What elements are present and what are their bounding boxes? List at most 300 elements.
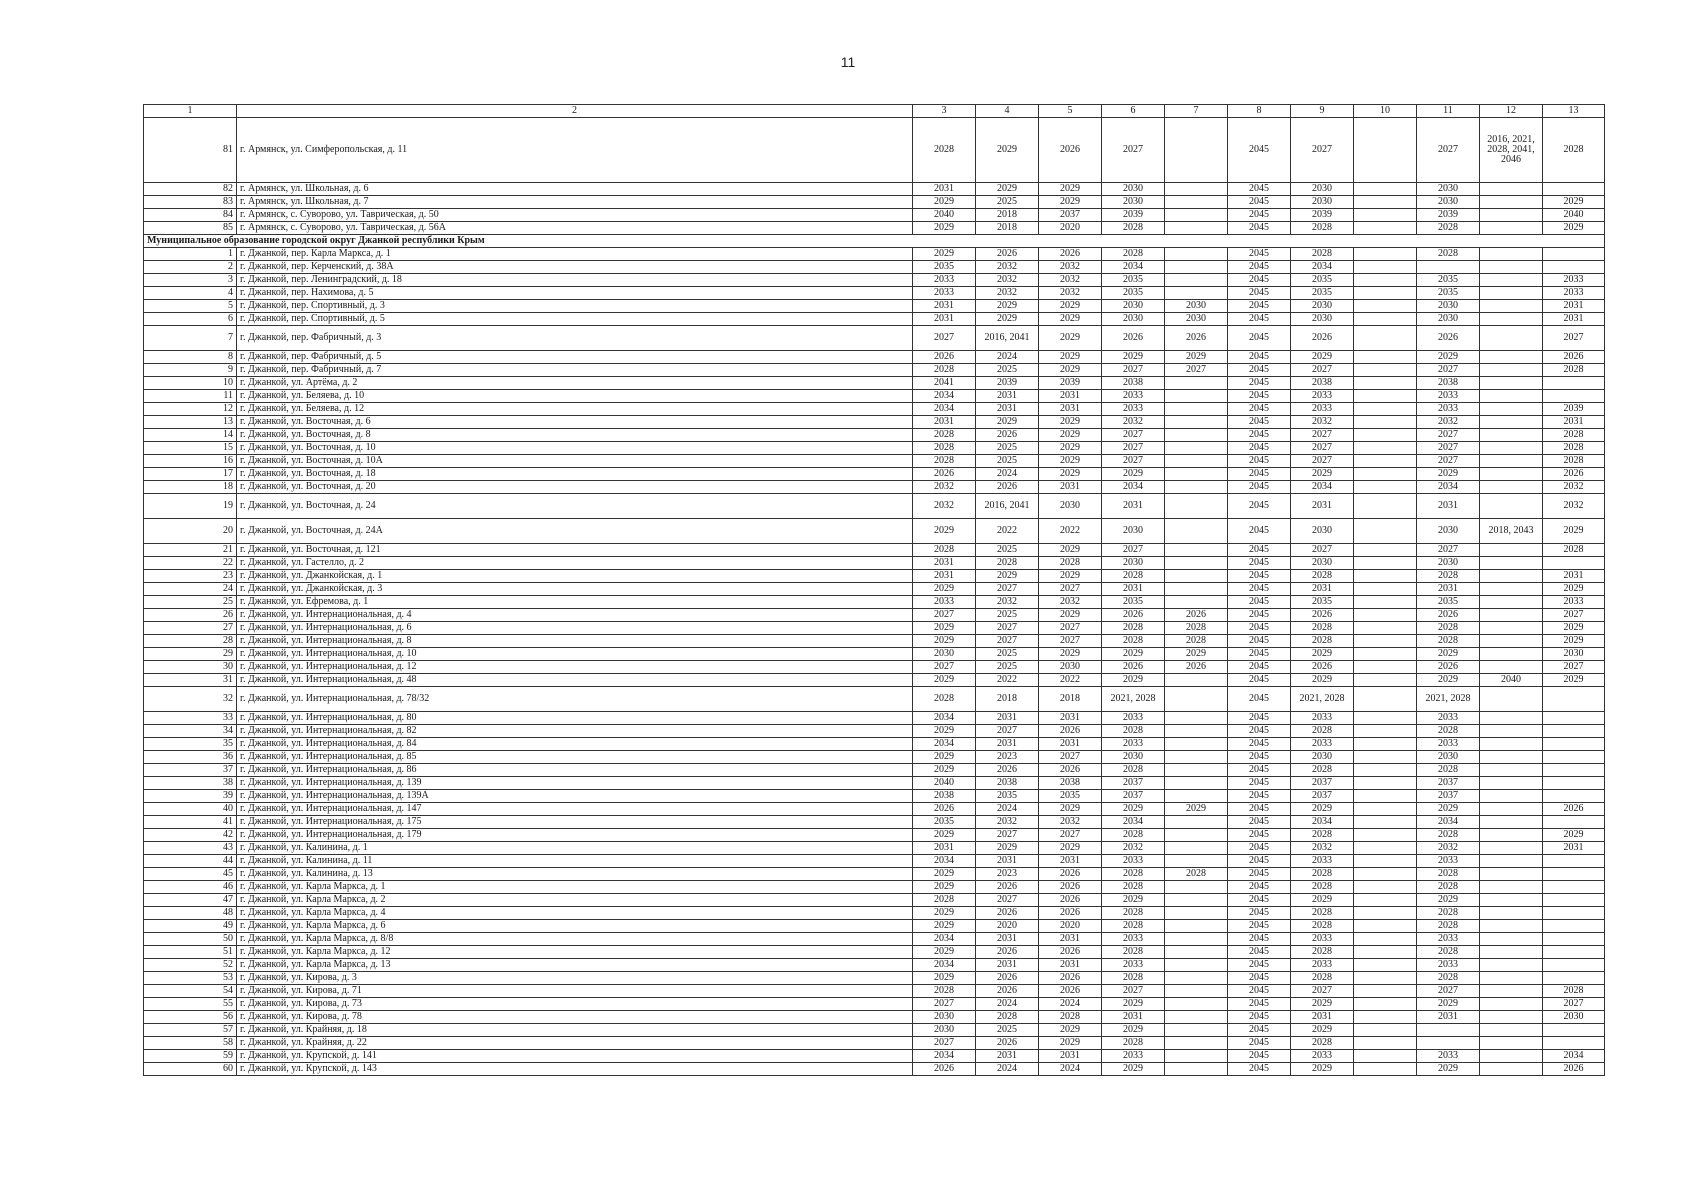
year-cell: 2027 xyxy=(1543,326,1605,351)
table-row xyxy=(144,622,1605,635)
year-cell: 2030 xyxy=(913,1011,976,1024)
year-cell: 2029 xyxy=(913,583,976,596)
year-cell: 2033 xyxy=(1417,390,1480,403)
year-cell xyxy=(1480,738,1543,751)
year-cell: 2028 xyxy=(1102,764,1165,777)
year-cell: 2029 xyxy=(913,635,976,648)
year-cell: 2031 xyxy=(1039,403,1102,416)
year-cell: 2029 xyxy=(976,313,1039,326)
year-cell: 2027 xyxy=(1039,635,1102,648)
year-cell: 2028 xyxy=(1291,881,1354,894)
address-cell: г. Джанкой, ул. Гастелло, д. 2 xyxy=(237,557,913,570)
year-cell: 2040 xyxy=(913,777,976,790)
year-cell xyxy=(1165,403,1228,416)
year-cell xyxy=(1165,390,1228,403)
year-cell: 2028 xyxy=(1417,829,1480,842)
year-cell: 2032 xyxy=(1417,842,1480,855)
year-cell: 2028 xyxy=(1417,972,1480,985)
year-cell xyxy=(1543,261,1605,274)
year-cell xyxy=(1354,351,1417,364)
year-cell: 2045 xyxy=(1228,442,1291,455)
year-cell xyxy=(1165,959,1228,972)
year-cell: 2031 xyxy=(976,855,1039,868)
row-number: 53 xyxy=(144,972,237,985)
year-cell: 2029 xyxy=(1543,622,1605,635)
year-cell: 2028 xyxy=(1417,920,1480,933)
year-cell xyxy=(1480,907,1543,920)
year-cell: 2032 xyxy=(1417,416,1480,429)
year-cell: 2034 xyxy=(913,403,976,416)
year-cell: 2045 xyxy=(1228,118,1291,183)
year-cell xyxy=(1480,287,1543,300)
table-row xyxy=(144,985,1605,998)
year-cell xyxy=(1480,442,1543,455)
year-cell xyxy=(1354,648,1417,661)
year-cell: 2032 xyxy=(1039,274,1102,287)
year-cell xyxy=(1354,377,1417,390)
address-cell: г. Армянск, ул. Школьная, д. 7 xyxy=(237,196,913,209)
year-cell: 2045 xyxy=(1228,455,1291,468)
year-cell: 2031 xyxy=(976,738,1039,751)
year-cell xyxy=(1480,1063,1543,1076)
year-cell xyxy=(1165,570,1228,583)
year-cell: 2030 xyxy=(1543,648,1605,661)
year-cell xyxy=(1165,287,1228,300)
row-number: 57 xyxy=(144,1024,237,1037)
year-cell: 2033 xyxy=(1417,959,1480,972)
year-cell: 2022 xyxy=(1039,674,1102,687)
year-cell: 2033 xyxy=(1417,403,1480,416)
year-cell: 2030 xyxy=(1417,300,1480,313)
year-cell xyxy=(1354,920,1417,933)
address-cell: г. Джанкой, ул. Крайняя, д. 18 xyxy=(237,1024,913,1037)
year-cell: 2029 xyxy=(1102,894,1165,907)
column-header: 9 xyxy=(1291,105,1354,118)
year-cell: 2034 xyxy=(1102,481,1165,494)
row-number: 39 xyxy=(144,790,237,803)
year-cell xyxy=(1543,959,1605,972)
year-cell: 2029 xyxy=(1039,300,1102,313)
column-header: 2 xyxy=(237,105,913,118)
year-cell: 2026 xyxy=(913,468,976,481)
year-cell xyxy=(1543,725,1605,738)
year-cell: 2026 xyxy=(1039,972,1102,985)
year-cell: 2028 xyxy=(1543,429,1605,442)
year-cell: 2035 xyxy=(913,816,976,829)
year-cell: 2037 xyxy=(1039,209,1102,222)
row-number: 8 xyxy=(144,351,237,364)
year-cell xyxy=(1480,544,1543,557)
year-cell xyxy=(1354,751,1417,764)
year-cell xyxy=(1165,209,1228,222)
address-cell: г. Джанкой, ул. Интернациональная, д. 139А xyxy=(237,790,913,803)
year-cell: 2026 xyxy=(976,1037,1039,1050)
year-cell xyxy=(1480,248,1543,261)
year-cell: 2031 xyxy=(1543,300,1605,313)
row-number: 49 xyxy=(144,920,237,933)
year-cell: 2039 xyxy=(1543,403,1605,416)
year-cell xyxy=(1354,248,1417,261)
year-cell: 2029 xyxy=(1417,351,1480,364)
year-cell: 2045 xyxy=(1228,416,1291,429)
year-cell: 2024 xyxy=(976,803,1039,816)
year-cell: 2029 xyxy=(1102,1063,1165,1076)
year-cell: 2041 xyxy=(913,377,976,390)
table-row xyxy=(144,455,1605,468)
year-cell xyxy=(1354,712,1417,725)
year-cell: 2025 xyxy=(976,661,1039,674)
year-cell: 2029 xyxy=(1417,468,1480,481)
row-number: 16 xyxy=(144,455,237,468)
year-cell: 2029 xyxy=(1102,674,1165,687)
year-cell: 2027 xyxy=(1102,455,1165,468)
year-cell: 2034 xyxy=(913,738,976,751)
year-cell: 2031 xyxy=(1291,1011,1354,1024)
year-cell: 2026 xyxy=(976,481,1039,494)
year-cell: 2035 xyxy=(1291,596,1354,609)
year-cell: 2030 xyxy=(1039,494,1102,519)
page-number: 11 xyxy=(840,54,856,70)
year-cell: 2027 xyxy=(1291,429,1354,442)
year-cell: 2028 xyxy=(1291,907,1354,920)
column-header: 5 xyxy=(1039,105,1102,118)
year-cell: 2027 xyxy=(976,829,1039,842)
row-number: 2 xyxy=(144,261,237,274)
year-cell: 2037 xyxy=(1291,777,1354,790)
year-cell: 2029 xyxy=(1039,609,1102,622)
year-cell: 2027 xyxy=(1291,455,1354,468)
year-cell: 2045 xyxy=(1228,648,1291,661)
year-cell: 2025 xyxy=(976,544,1039,557)
year-cell: 2028 xyxy=(1291,946,1354,959)
year-cell: 2020 xyxy=(976,920,1039,933)
year-cell: 2028 xyxy=(913,442,976,455)
year-cell: 2032 xyxy=(976,287,1039,300)
year-cell: 2032 xyxy=(976,816,1039,829)
year-cell: 2045 xyxy=(1228,222,1291,235)
year-cell: 2029 xyxy=(1039,842,1102,855)
year-cell xyxy=(1354,209,1417,222)
year-cell: 2027 xyxy=(1102,985,1165,998)
year-cell: 2026 xyxy=(976,946,1039,959)
year-cell: 2045 xyxy=(1228,738,1291,751)
year-cell: 2045 xyxy=(1228,920,1291,933)
address-cell: г. Джанкой, ул. Восточная, д. 121 xyxy=(237,544,913,557)
address-cell: г. Джанкой, ул. Интернациональная, д. 80 xyxy=(237,712,913,725)
year-cell: 2030 xyxy=(1102,751,1165,764)
year-cell: 2029 xyxy=(1417,648,1480,661)
year-cell xyxy=(1354,1011,1417,1024)
address-cell: г. Джанкой, ул. Восточная, д. 6 xyxy=(237,416,913,429)
year-cell: 2028 xyxy=(913,687,976,712)
row-number: 52 xyxy=(144,959,237,972)
year-cell xyxy=(1354,764,1417,777)
year-cell: 2027 xyxy=(976,725,1039,738)
year-cell xyxy=(1354,725,1417,738)
year-cell xyxy=(1165,777,1228,790)
table-row xyxy=(144,261,1605,274)
table-row xyxy=(144,712,1605,725)
year-cell xyxy=(1480,1037,1543,1050)
year-cell xyxy=(1165,842,1228,855)
year-cell: 2028 xyxy=(1291,868,1354,881)
row-number: 10 xyxy=(144,377,237,390)
year-cell xyxy=(1354,494,1417,519)
year-cell xyxy=(1165,738,1228,751)
year-cell: 2028 xyxy=(1543,364,1605,377)
table-row xyxy=(144,442,1605,455)
year-cell xyxy=(1480,803,1543,816)
row-number: 6 xyxy=(144,313,237,326)
year-cell: 2028 xyxy=(1102,907,1165,920)
row-number: 24 xyxy=(144,583,237,596)
year-cell: 2027 xyxy=(1291,985,1354,998)
year-cell: 2045 xyxy=(1228,881,1291,894)
year-cell: 2040 xyxy=(1543,209,1605,222)
year-cell xyxy=(1354,557,1417,570)
year-cell: 2031 xyxy=(913,842,976,855)
address-cell: г. Армянск, с. Суворово, ул. Таврическая, д. 50 xyxy=(237,209,913,222)
year-cell: 2027 xyxy=(1417,544,1480,557)
year-cell: 2030 xyxy=(1291,519,1354,544)
year-cell xyxy=(1417,1024,1480,1037)
year-cell: 2038 xyxy=(1291,377,1354,390)
year-cell: 2029 xyxy=(1039,416,1102,429)
year-cell: 2029 xyxy=(1039,1037,1102,1050)
year-cell: 2031 xyxy=(1039,738,1102,751)
row-number: 40 xyxy=(144,803,237,816)
year-cell xyxy=(1165,455,1228,468)
year-cell: 2027 xyxy=(1417,455,1480,468)
year-cell: 2029 xyxy=(976,416,1039,429)
year-cell: 2045 xyxy=(1228,557,1291,570)
year-cell: 2029 xyxy=(1039,570,1102,583)
year-cell: 2045 xyxy=(1228,790,1291,803)
year-cell: 2033 xyxy=(1291,933,1354,946)
year-cell: 2033 xyxy=(1417,1050,1480,1063)
year-cell: 2028 xyxy=(1102,972,1165,985)
address-cell: г. Джанкой, ул. Калинина, д. 11 xyxy=(237,855,913,868)
year-cell: 2045 xyxy=(1228,998,1291,1011)
year-cell: 2035 xyxy=(913,261,976,274)
year-cell: 2034 xyxy=(913,712,976,725)
year-cell: 2035 xyxy=(976,790,1039,803)
year-cell: 2039 xyxy=(1102,209,1165,222)
year-cell: 2030 xyxy=(1102,300,1165,313)
year-cell: 2035 xyxy=(1102,596,1165,609)
address-cell: г. Джанкой, ул. Крупской, д. 143 xyxy=(237,1063,913,1076)
year-cell xyxy=(1480,300,1543,313)
year-cell: 2033 xyxy=(1291,712,1354,725)
year-cell: 2030 xyxy=(1291,183,1354,196)
year-cell: 2045 xyxy=(1228,933,1291,946)
address-cell: г. Джанкой, ул. Ефремова, д. 1 xyxy=(237,596,913,609)
year-cell xyxy=(1354,777,1417,790)
year-cell xyxy=(1543,868,1605,881)
year-cell: 2027 xyxy=(1543,609,1605,622)
table-row xyxy=(144,557,1605,570)
year-cell: 2029 xyxy=(913,196,976,209)
year-cell: 2032 xyxy=(1102,842,1165,855)
year-cell: 2029 xyxy=(913,829,976,842)
year-cell: 2045 xyxy=(1228,544,1291,557)
address-cell: г. Джанкой, ул. Беляева, д. 12 xyxy=(237,403,913,416)
row-number: 38 xyxy=(144,777,237,790)
row-number: 26 xyxy=(144,609,237,622)
table-row xyxy=(144,777,1605,790)
table-row xyxy=(144,738,1605,751)
year-cell: 2033 xyxy=(1291,855,1354,868)
year-cell xyxy=(1165,442,1228,455)
year-cell: 2038 xyxy=(1039,777,1102,790)
year-cell: 2018 xyxy=(976,222,1039,235)
year-cell: 2037 xyxy=(1417,790,1480,803)
year-cell xyxy=(1165,118,1228,183)
year-cell xyxy=(1354,261,1417,274)
year-cell: 2028 xyxy=(1102,920,1165,933)
year-cell: 2026 xyxy=(913,803,976,816)
year-cell: 2022 xyxy=(976,519,1039,544)
year-cell xyxy=(1165,829,1228,842)
year-cell: 2030 xyxy=(1165,313,1228,326)
year-cell xyxy=(1543,738,1605,751)
address-cell: г. Джанкой, ул. Восточная, д. 18 xyxy=(237,468,913,481)
year-cell: 2029 xyxy=(1102,468,1165,481)
year-cell: 2032 xyxy=(1102,416,1165,429)
year-cell xyxy=(1480,790,1543,803)
year-cell: 2029 xyxy=(1039,183,1102,196)
year-cell xyxy=(1354,583,1417,596)
row-number: 13 xyxy=(144,416,237,429)
year-cell: 2045 xyxy=(1228,777,1291,790)
year-cell: 2045 xyxy=(1228,764,1291,777)
year-cell: 2028 xyxy=(1417,622,1480,635)
year-cell: 2026 xyxy=(976,764,1039,777)
year-cell: 2031 xyxy=(976,403,1039,416)
year-cell xyxy=(1354,1037,1417,1050)
address-cell: г. Джанкой, ул. Интернациональная, д. 85 xyxy=(237,751,913,764)
year-cell xyxy=(1480,377,1543,390)
column-header: 10 xyxy=(1354,105,1417,118)
year-cell: 2028 xyxy=(1543,455,1605,468)
year-cell: 2025 xyxy=(976,196,1039,209)
section-title: Муниципальное образование городской округ Джанкой республики Крым xyxy=(144,235,1605,248)
year-cell: 2023 xyxy=(976,751,1039,764)
year-cell: 2031 xyxy=(976,933,1039,946)
table-row xyxy=(144,855,1605,868)
year-cell: 2028 xyxy=(1102,881,1165,894)
year-cell: 2026 xyxy=(1417,609,1480,622)
year-cell: 2026 xyxy=(976,972,1039,985)
row-number: 34 xyxy=(144,725,237,738)
year-cell xyxy=(1354,300,1417,313)
year-cell xyxy=(1354,855,1417,868)
year-cell xyxy=(1354,687,1417,712)
year-cell: 2031 xyxy=(913,300,976,313)
year-cell: 2028 xyxy=(1102,570,1165,583)
year-cell: 2032 xyxy=(976,261,1039,274)
year-cell: 2045 xyxy=(1228,816,1291,829)
year-cell: 2045 xyxy=(1228,946,1291,959)
year-cell: 2028 xyxy=(913,455,976,468)
year-cell: 2037 xyxy=(1102,777,1165,790)
year-cell: 2021, 2028 xyxy=(1417,687,1480,712)
year-cell: 2027 xyxy=(976,622,1039,635)
row-number: 36 xyxy=(144,751,237,764)
year-cell: 2026 xyxy=(976,907,1039,920)
year-cell xyxy=(1354,803,1417,816)
year-cell: 2033 xyxy=(1543,596,1605,609)
year-cell: 2026 xyxy=(1417,326,1480,351)
address-cell: г. Джанкой, пер. Спортивный, д. 5 xyxy=(237,313,913,326)
year-cell: 2030 xyxy=(1039,661,1102,674)
address-cell: г. Джанкой, ул. Восточная, д. 8 xyxy=(237,429,913,442)
year-cell xyxy=(1480,364,1543,377)
address-cell: г. Джанкой, пер. Керченский, д. 38А xyxy=(237,261,913,274)
year-cell: 2029 xyxy=(1417,894,1480,907)
table-row xyxy=(144,959,1605,972)
year-cell xyxy=(1480,583,1543,596)
year-cell: 2038 xyxy=(913,790,976,803)
year-cell: 2029 xyxy=(913,881,976,894)
row-number: 44 xyxy=(144,855,237,868)
year-cell: 2029 xyxy=(1102,351,1165,364)
year-cell xyxy=(1354,313,1417,326)
year-cell: 2030 xyxy=(1291,313,1354,326)
address-cell: г. Джанкой, ул. Артёма, д. 2 xyxy=(237,377,913,390)
year-cell xyxy=(1480,687,1543,712)
year-cell: 2029 xyxy=(913,674,976,687)
year-cell: 2035 xyxy=(1417,596,1480,609)
year-cell: 2031 xyxy=(1291,583,1354,596)
year-cell: 2029 xyxy=(1102,803,1165,816)
year-cell: 2029 xyxy=(1165,648,1228,661)
year-cell: 2024 xyxy=(976,351,1039,364)
address-cell: г. Джанкой, ул. Крайняя, д. 22 xyxy=(237,1037,913,1050)
row-number: 12 xyxy=(144,403,237,416)
year-cell: 2028 xyxy=(1417,868,1480,881)
year-cell xyxy=(1480,946,1543,959)
year-cell: 2029 xyxy=(913,751,976,764)
row-number: 85 xyxy=(144,222,237,235)
year-cell: 2026 xyxy=(1543,351,1605,364)
year-cell: 2045 xyxy=(1228,519,1291,544)
address-cell: г. Джанкой, ул. Беляева, д. 10 xyxy=(237,390,913,403)
table-row xyxy=(144,326,1605,351)
year-cell: 2045 xyxy=(1228,985,1291,998)
year-cell: 2028 xyxy=(1417,635,1480,648)
year-cell: 2029 xyxy=(1417,803,1480,816)
row-number: 41 xyxy=(144,816,237,829)
year-cell xyxy=(1543,920,1605,933)
year-cell: 2031 xyxy=(1291,494,1354,519)
row-number: 18 xyxy=(144,481,237,494)
year-cell: 2027 xyxy=(1543,661,1605,674)
year-cell xyxy=(1354,570,1417,583)
table-row xyxy=(144,764,1605,777)
year-cell: 2033 xyxy=(1102,959,1165,972)
year-cell: 2026 xyxy=(1039,881,1102,894)
year-cell: 2033 xyxy=(1417,738,1480,751)
address-cell: г. Джанкой, ул. Крупской, д. 141 xyxy=(237,1050,913,1063)
year-cell xyxy=(1165,816,1228,829)
year-cell xyxy=(1165,1037,1228,1050)
year-cell xyxy=(1165,274,1228,287)
year-cell xyxy=(1165,933,1228,946)
row-number: 83 xyxy=(144,196,237,209)
year-cell xyxy=(1165,377,1228,390)
year-cell: 2032 xyxy=(1039,816,1102,829)
